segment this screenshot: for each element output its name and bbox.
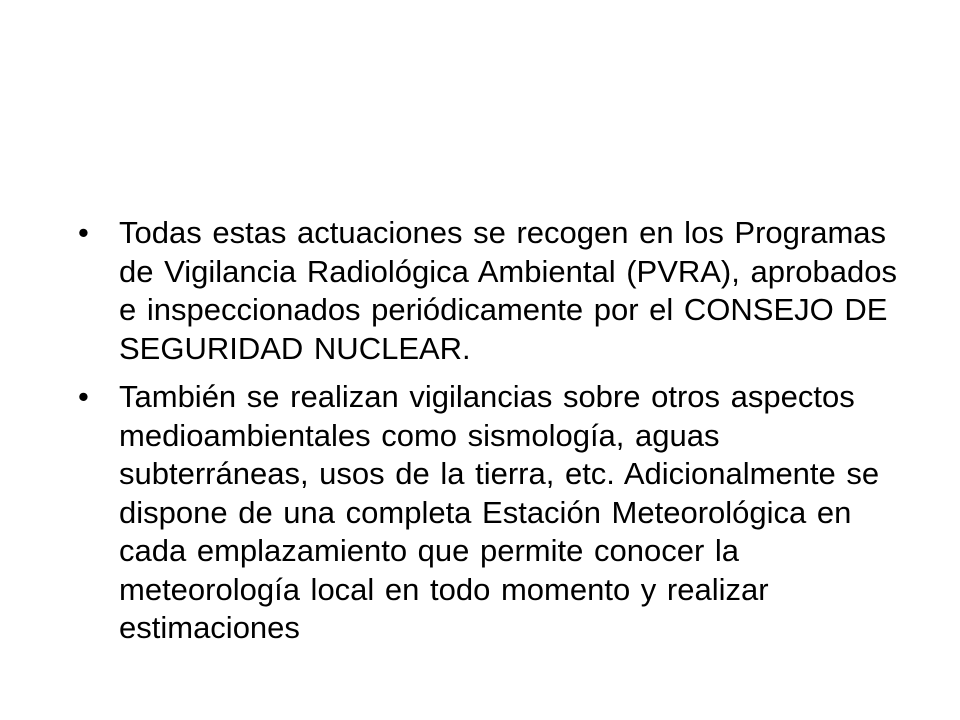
bullet-list bbox=[78, 214, 898, 658]
bullet-text: También se realizan vigilancias sobre otros aspectos medioambientales como sismología, aguas subterráneas, usos de la tierra, etc. Adicionalmente se dispone de una completa Estación Meteorológica en cada emplazamiento que permite conocer la meteorología local en todo momento y realizar estimaciones bbox=[119, 379, 880, 645]
bullet-icon: • bbox=[78, 215, 89, 250]
bullet-item bbox=[78, 378, 898, 648]
bullet-text: Todas estas actuaciones se recogen en los Programas de Vigilancia Radiológica Ambiental (PVRA), aprobados e inspeccionados periódicamente por el CONSEJO DE SEGURIDAD NUCLEAR. bbox=[119, 215, 897, 366]
bullet-icon: • bbox=[78, 379, 89, 414]
bullet-item bbox=[78, 214, 898, 368]
